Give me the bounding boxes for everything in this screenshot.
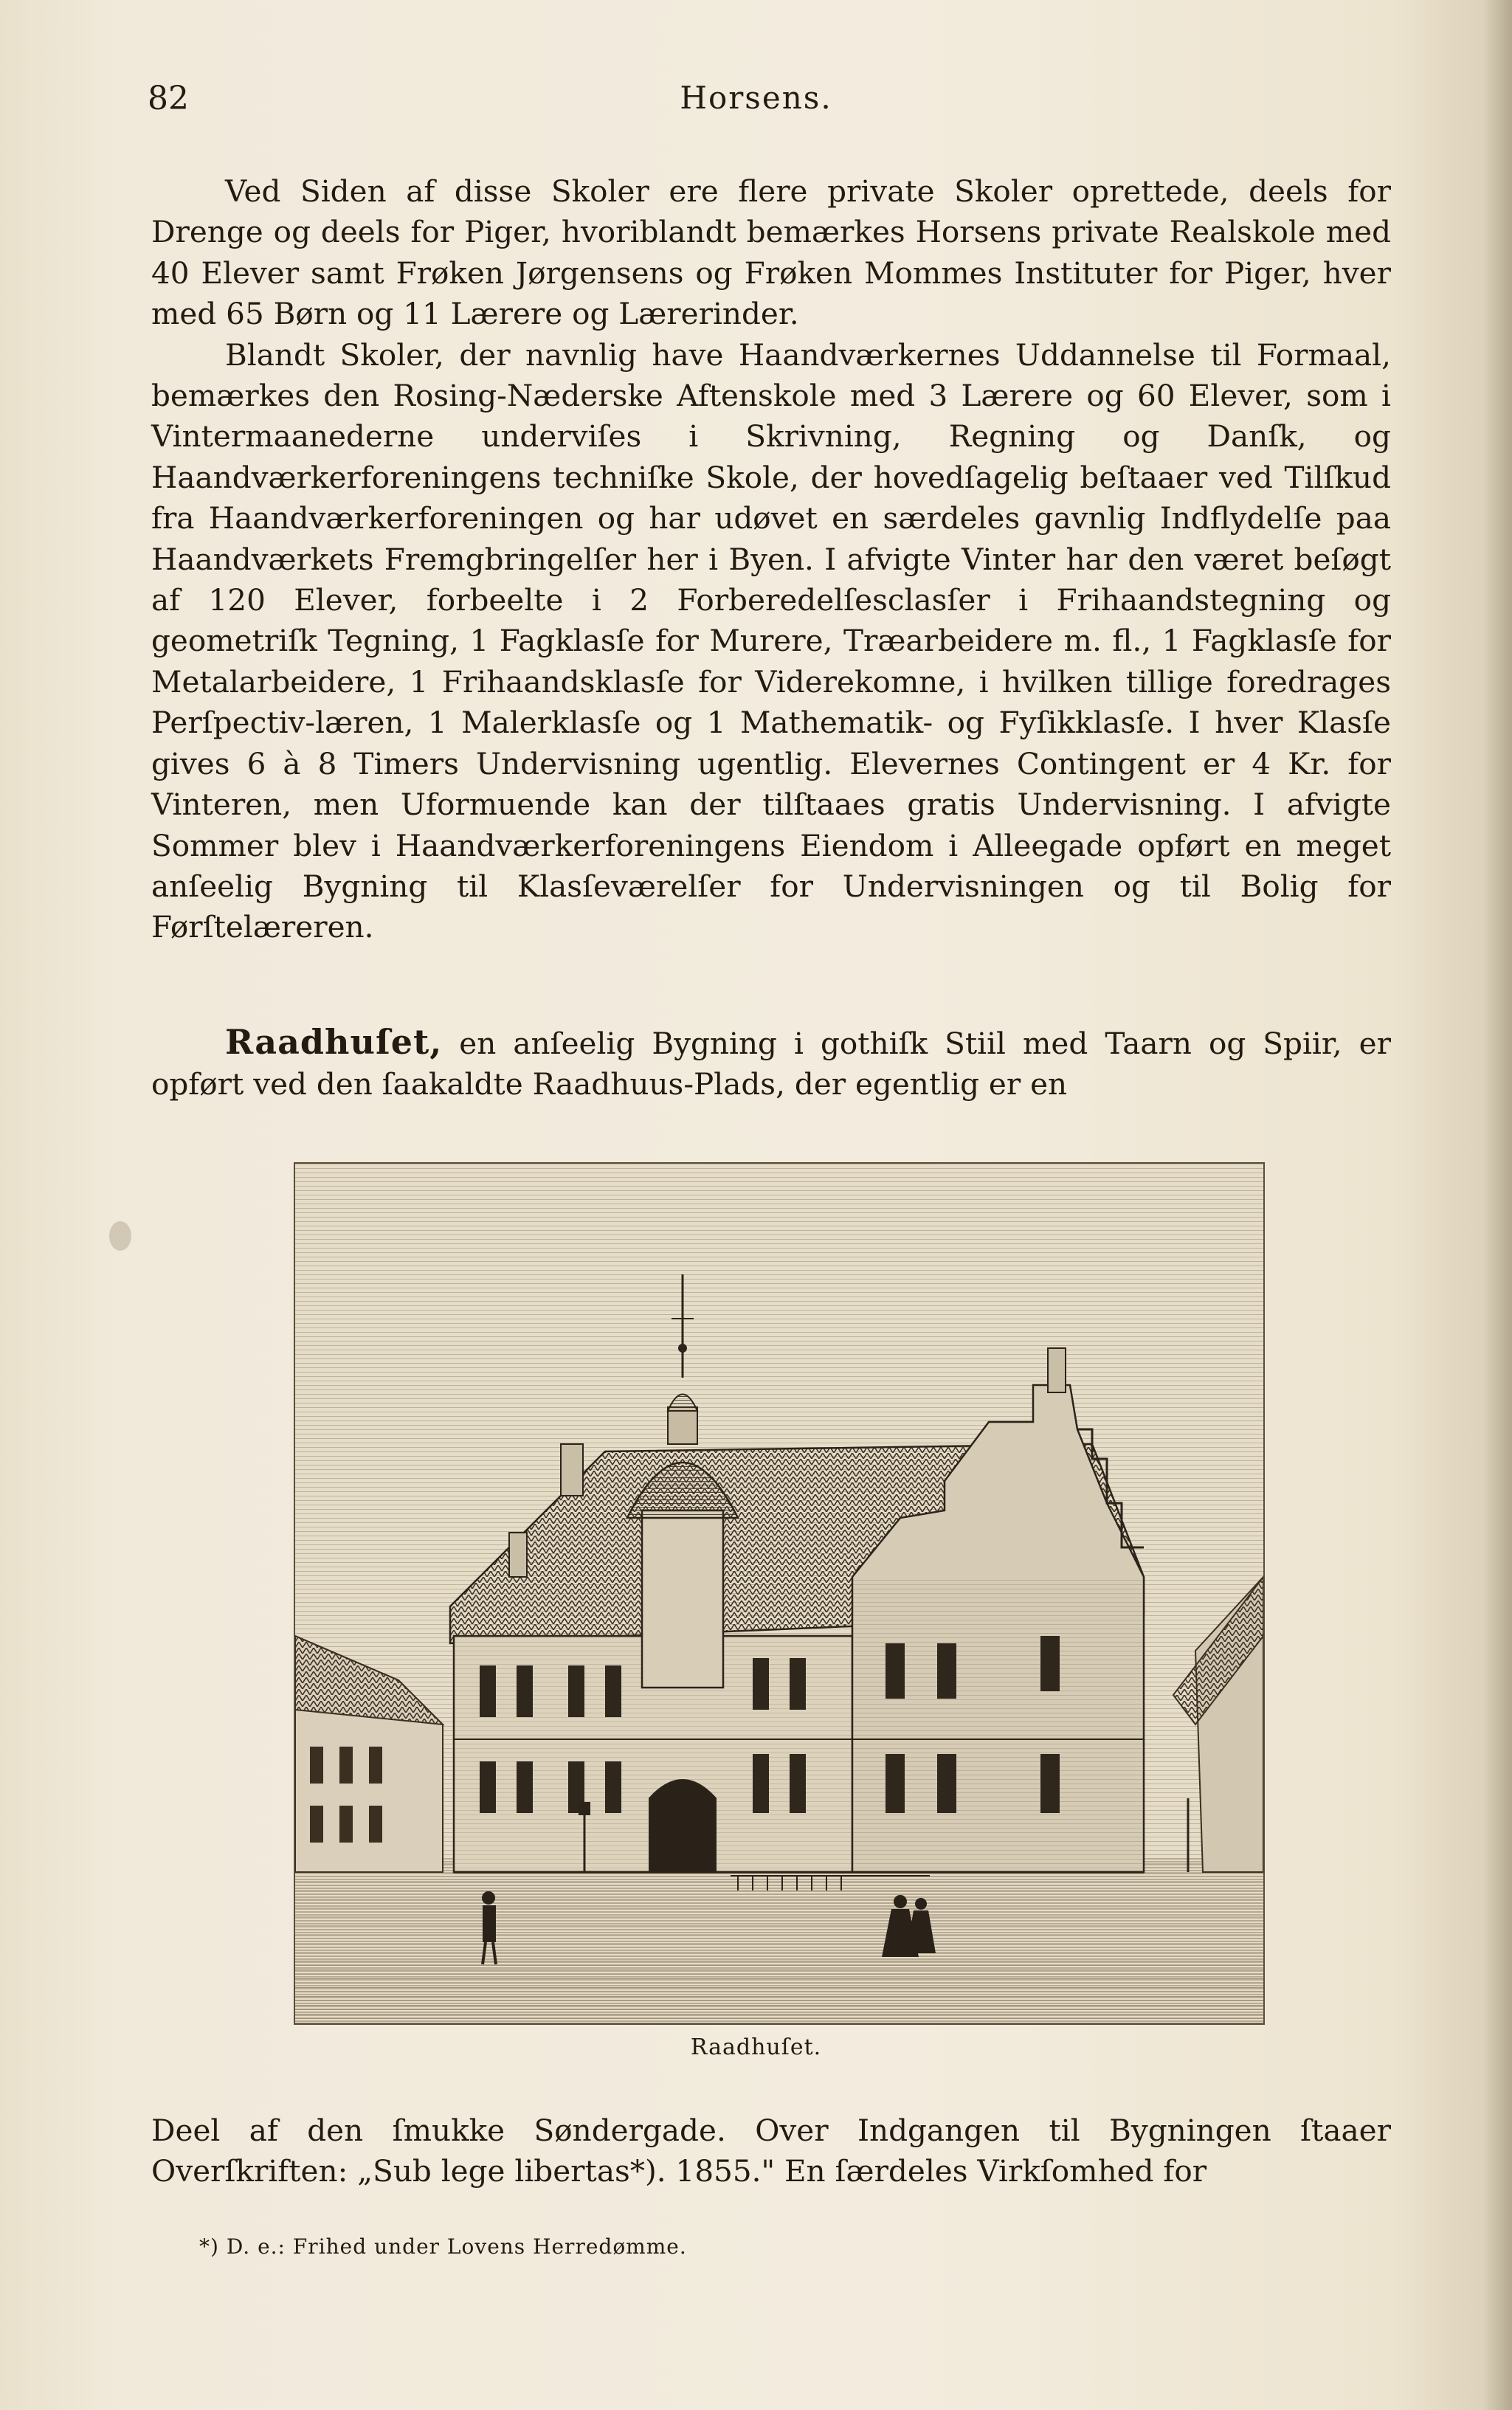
figure-caption: Raadhuſet. xyxy=(690,2034,822,2060)
engraving-town-hall-illustration xyxy=(295,1164,1263,2023)
footnote: *) D. e.: Frihed under Lovens Herredømme. xyxy=(199,2234,687,2259)
text-block-bottom xyxy=(151,2110,1391,2192)
keyword-raadhuset: Raadhuſet, xyxy=(225,1022,443,1062)
paragraph-town-hall xyxy=(151,1022,1391,1105)
page-header xyxy=(0,80,1512,124)
paragraph-craft-schools: Blandt Skoler, der navnlig have Haandværkernes Uddannelse til Formaal, bemærkes den Rosing-Næderske Aftenskole med 3 Lærere og 60 Elever, som i Vintermaanederne underviſes i Skrivning, Regning og Danſk, og Haandværkerforeningens techniſke Skole, der hovedſagelig beſtaaer ved Tilſkud fra Haandværkerforeningen og har udøvet en særdeles gavnlig Indflydelſe paa Haandværkets Fremgbringelſer her i Byen. I afvigte Vinter har den været beſøgt af 120 Elever, forbeelte i 2 Forberedelſesclasſer i Frihaandstegning og geometriſk Tegning, 1 Fagklasſe for Murere, Træarbeidere m. fl., 1 Fagklasſe for Metalarbeidere, 1 Frihaandsklasſe for Viderekomne, i hvilken tillige foredrages Perſpectiv-læren, 1 Malerklasſe og 1 Mathematik- og Fyſikklasſe. I hver Klasſe gives 6 à 8 Timers Undervisning ugentlig. Elevernes Contingent er 4 Kr. for Vinteren, men Uformuende kan der tilſtaaes gratis Undervisning. I afvigte Sommer blev i Haandværkerforeningens Eiendom i Alleegade opført en meget anſeelig Bygning til Klasſeværelſer for Undervisningen og til Bolig for Førſtelæreren. xyxy=(151,336,1391,945)
text-block-town-hall xyxy=(151,1022,1391,1105)
engraving-town-hall xyxy=(294,1162,1265,2025)
text-block-top xyxy=(151,171,1391,948)
paragraph-continuation: Deel af den ſmukke Søndergade. Over Indgangen til Bygningen ſtaaer Overſkriften: „Sub lege libertas*). 1855." En ſærdeles Virkſomhed for xyxy=(151,2113,1391,2189)
page-stain xyxy=(109,1221,131,1251)
page-number: 82 xyxy=(148,80,189,117)
paragraph-town-hall-text: en anſeelig Bygning i gothiſk Stiil med Taarn og Spiir, er opført ved den ſaakaldte Raadhuus-Plads, der egentlig er en xyxy=(151,1026,1391,1102)
paragraph-private-schools: Ved Siden af disse Skoler ere flere private Skoler oprettede, deels for Drenge og deels for Piger, hvoriblandt bemærkes Horsens private Realskole med 40 Elever samt Frøken Jørgensens og Frøken Mommes Instituter for Piger, hver med 65 Børn og 11 Lærere og Lærerinder. xyxy=(151,173,1391,332)
running-title: Horsens. xyxy=(680,80,832,116)
